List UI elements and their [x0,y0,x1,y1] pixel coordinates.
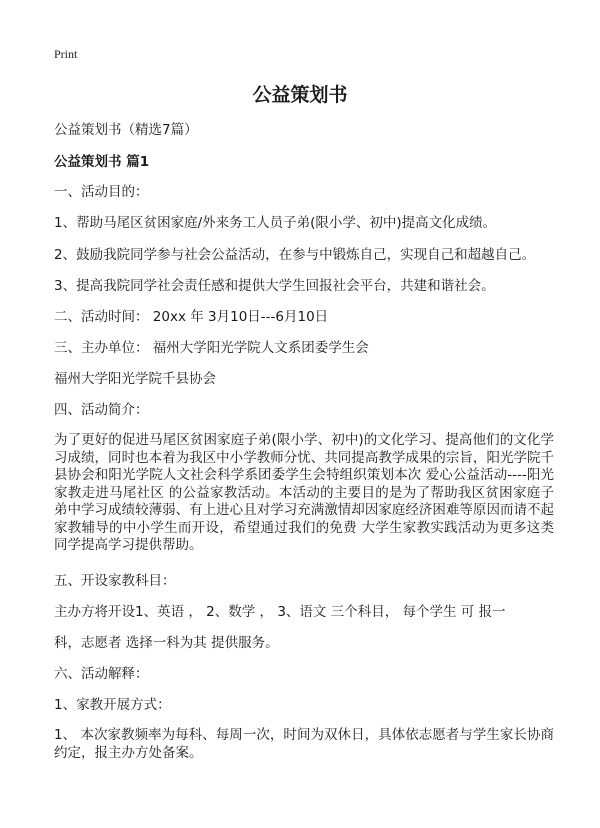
section-heading: 公益策划书 篇1 [54,154,150,170]
goal-heading: 一、活动目的： [54,184,149,200]
mode-paragraph: 1、 本次家教频率为每科、每周一次，时间为双休日，具体依志愿者与学生家长协商约定，报主办方处备案。 [54,727,554,761]
print-link[interactable]: Print [54,47,78,61]
intro-heading: 四、活动简介： [54,402,149,418]
goal-item-3: 3、提高我院同学社会责任感和提供大学生回报社会平台，共建和谐社会。 [54,278,495,294]
goal-item-1: 1、帮助马尾区贫困家庭/外来务工人员子弟(限小学、初中)提高文化成绩。 [54,215,497,231]
document-title: 公益策划书 [252,84,348,106]
organizer-line: 三、主办单位： 福州大学阳光学院人文系团委学生会 [54,340,369,356]
subjects-heading: 五、开设家教科目： [54,573,176,589]
explain-heading: 六、活动解释： [54,666,149,682]
activity-time: 二、活动时间： 20xx 年 3月10日---6月10日 [54,309,329,325]
organizer-line-2: 福州大学阳光学院千县协会 [54,371,216,387]
subjects-line-1: 主办方将开设1、英语 ， 2、数学 ， 3、语文 三个科目， 每个学生 可 报一 [54,604,506,620]
document-subtitle: 公益策划书（精选7篇） [54,122,198,138]
intro-paragraph: 为了更好的促进马尾区贫困家庭子弟(限小学、初中)的文化学习、提高他们的文化学习成绩，同时也本着为我区中小学教师分忧、共同提高教学成果的宗旨，阳光学院千县协会和阳光学院人文社会科学系团委学生会特组织策划本次 爱心公益活动----阳光家教走进马尾社区 的公益家教活动。本活动的主要目的是为了帮助我区贫困家庭子弟中学习成绩较薄弱、有上进心且对学习充满激情却因家庭经济困难等原因而请不起家教辅导的中小学生而开设，希望通过我们的免费 大学生家教实践活动为更多这类同学提高学习提供帮助。 [54,432,554,553]
goal-item-2: 2、鼓励我院同学参与社会公益活动，在参与中锻炼自己，实现自己和超越自己。 [54,247,536,263]
subjects-line-2: 科，志愿者 选择一科为其 提供服务。 [54,635,279,651]
mode-heading: 1、家教开展方式： [54,697,171,713]
